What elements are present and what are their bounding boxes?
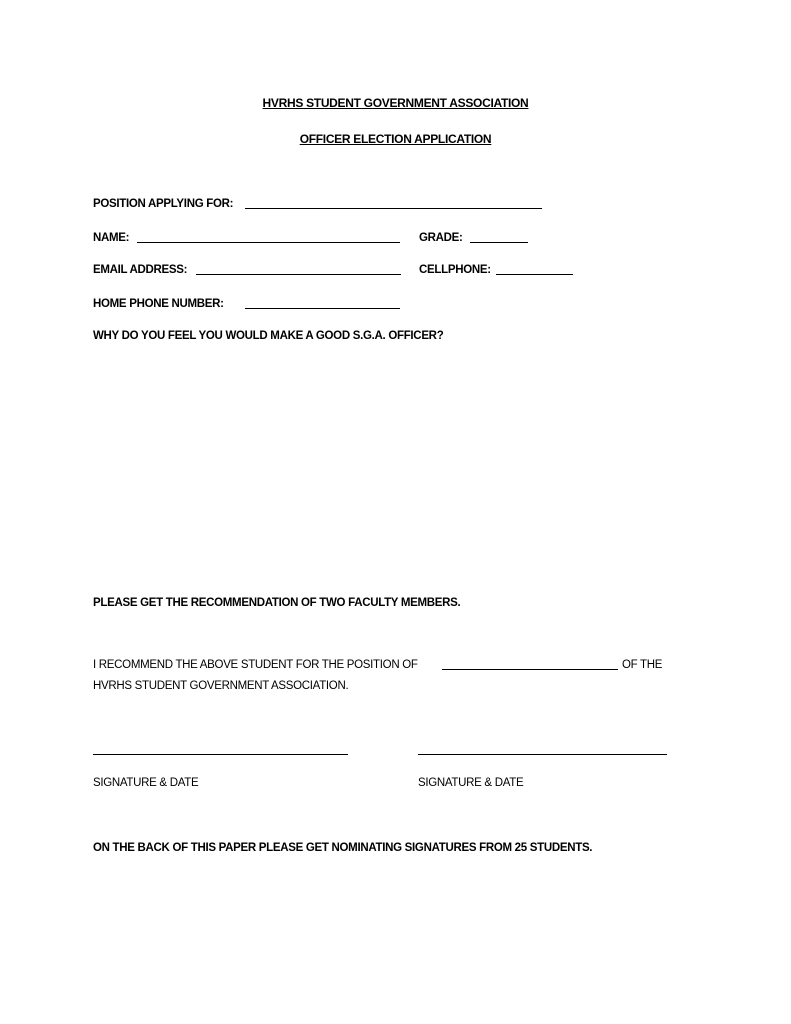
position-label: POSITION APPLYING FOR: <box>93 198 234 210</box>
recommendation-statement-line2: HVRHS STUDENT GOVERNMENT ASSOCIATION. <box>93 680 349 692</box>
footer-note: ON THE BACK OF THIS PAPER PLEASE GET NOMINATING SIGNATURES FROM 25 STUDENTS. <box>93 842 593 854</box>
name-label: NAME: <box>93 232 130 244</box>
recommendation-statement-part1: I RECOMMEND THE ABOVE STUDENT FOR THE POSITION OF <box>93 659 418 671</box>
signature-label-1: SIGNATURE & DATE <box>93 777 199 789</box>
signature-line-1[interactable] <box>93 754 348 755</box>
home-phone-field[interactable] <box>245 308 400 309</box>
email-label: EMAIL ADDRESS: <box>93 264 188 276</box>
form-title: OFFICER ELECTION APPLICATION <box>299 132 492 146</box>
grade-label: GRADE: <box>419 232 463 244</box>
recommendation-statement-part2: OF THE <box>622 659 663 671</box>
signature-line-2[interactable] <box>418 754 667 755</box>
grade-field[interactable] <box>470 242 528 243</box>
recommendation-instruction: PLEASE GET THE RECOMMENDATION OF TWO FACULTY MEMBERS. <box>93 597 461 609</box>
email-field[interactable] <box>196 274 401 275</box>
cellphone-label: CELLPHONE: <box>419 264 491 276</box>
name-field[interactable] <box>137 242 400 243</box>
position-field[interactable] <box>245 208 542 209</box>
essay-question: WHY DO YOU FEEL YOU WOULD MAKE A GOOD S.G.A. OFFICER? <box>93 330 444 342</box>
essay-answer-area[interactable] <box>93 352 673 577</box>
signature-label-2: SIGNATURE & DATE <box>418 777 524 789</box>
cellphone-field[interactable] <box>496 274 573 275</box>
home-phone-label: HOME PHONE NUMBER: <box>93 298 224 310</box>
recommended-position-field[interactable] <box>442 669 618 670</box>
org-title: HVRHS STUDENT GOVERNMENT ASSOCIATION <box>262 96 529 110</box>
